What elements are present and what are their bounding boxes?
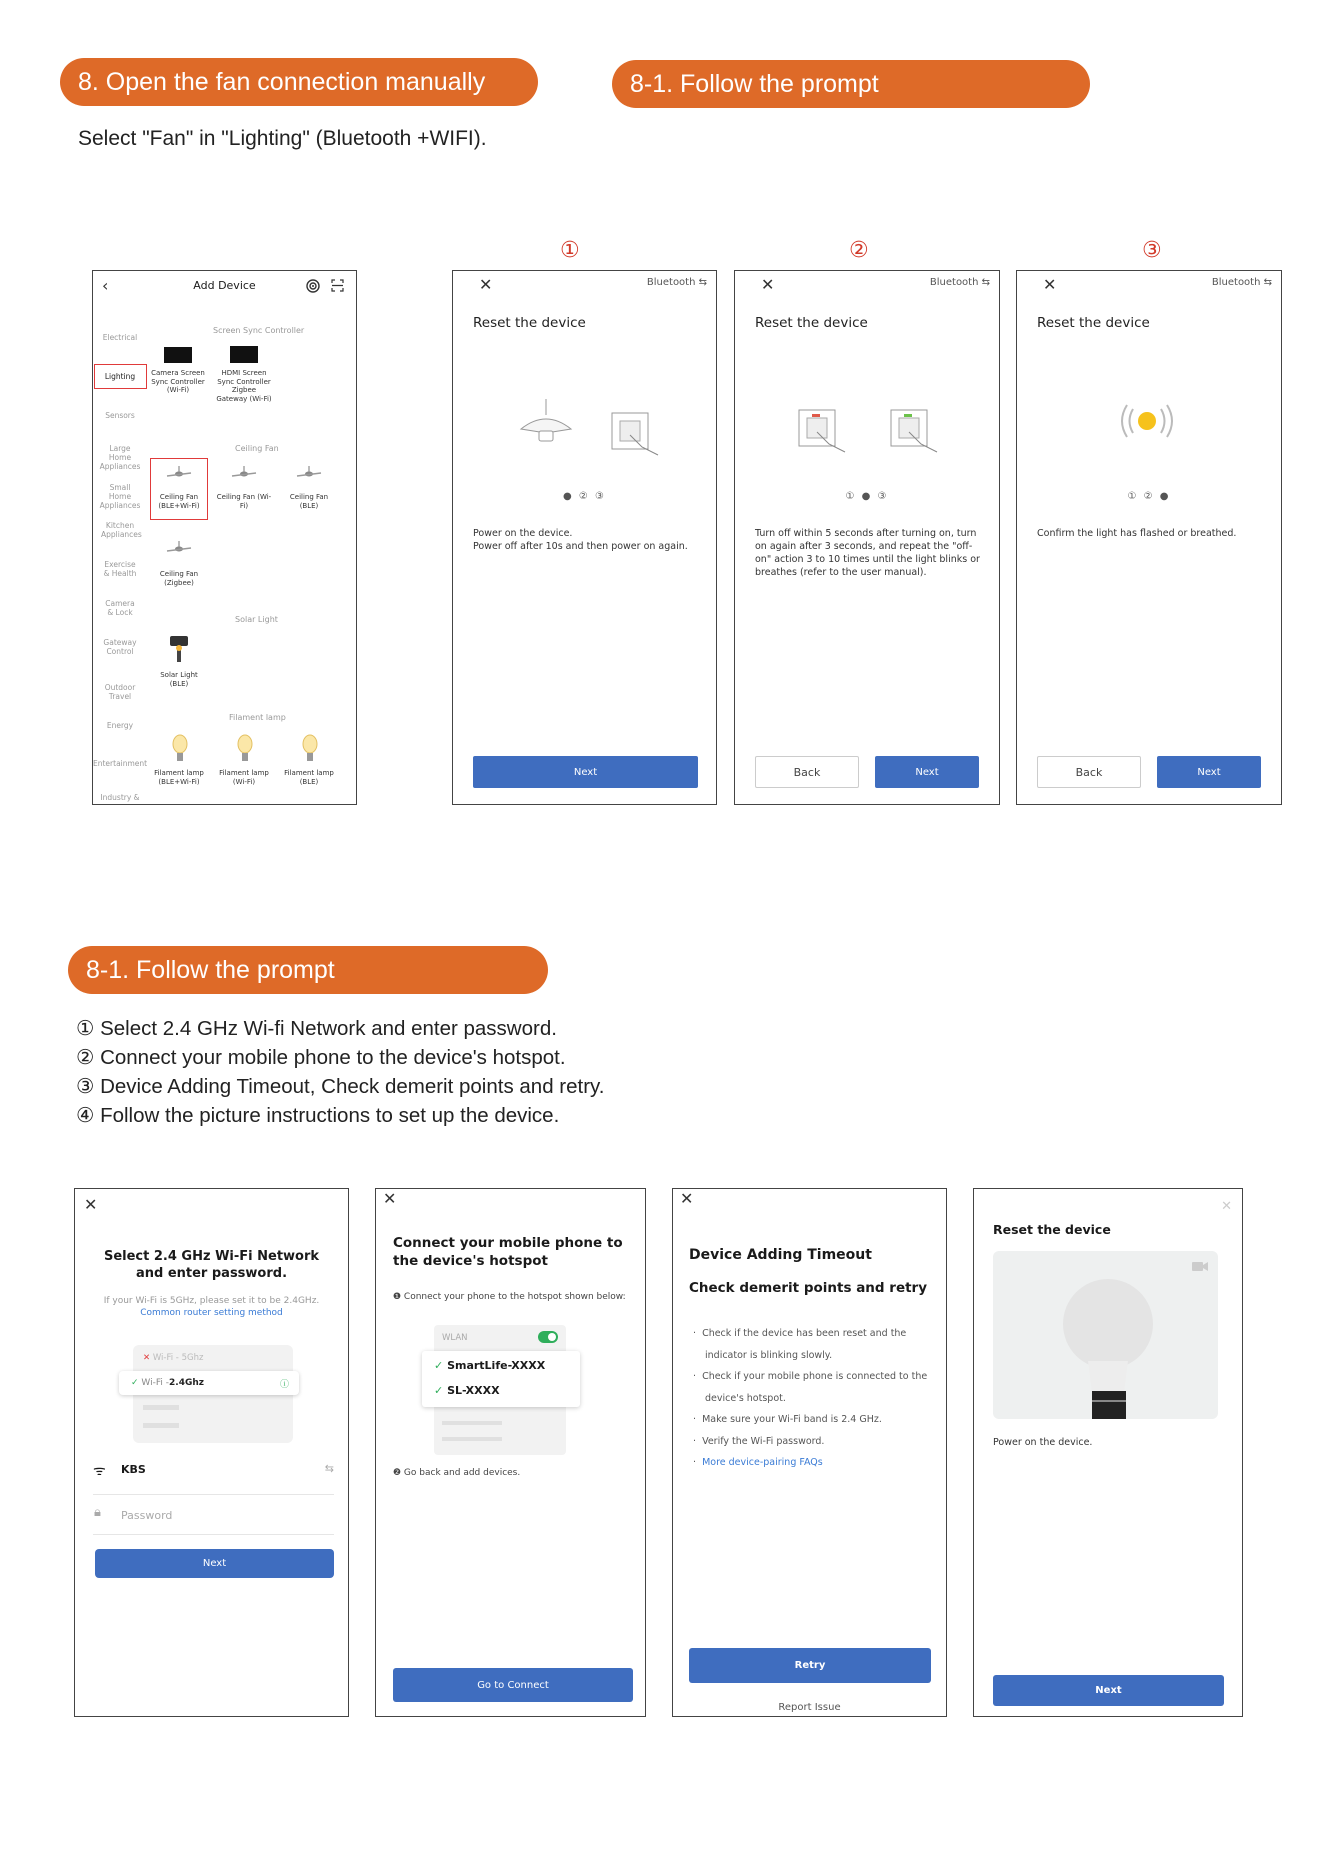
device-hdmi-sync[interactable]: HDMI Screen Sync Controller Zigbee Gateway (Wi-Fi)	[216, 369, 272, 403]
step-item: ④ Follow the picture instructions to set up the device.	[76, 1104, 560, 1127]
category-large-home-appliances[interactable]: Large Home Appliances	[99, 444, 141, 471]
sync-controller-icon	[230, 346, 258, 363]
step-item: ② Connect your mobile phone to the device's hotspot.	[76, 1046, 566, 1069]
reset-instructions: Turn off within 5 seconds after turning on, turn on again after 3 seconds, and repeat the "off-on" action 3 to 10 times until the light blinks or breathes (refer to the user manual).	[755, 528, 980, 578]
category-outdoor-travel[interactable]: Outdoor Travel	[104, 683, 136, 701]
filament-lamp-icon	[301, 734, 319, 762]
password-field[interactable]: Password	[121, 1509, 173, 1522]
placeholder-row	[442, 1437, 502, 1441]
step-item: ③ Device Adding Timeout, Check demerit points and retry.	[76, 1075, 605, 1098]
next-button[interactable]: Next	[875, 756, 979, 788]
step-dots: ① ② ●	[1127, 491, 1171, 502]
category-camera-lock[interactable]: Camera & Lock	[105, 599, 135, 617]
step-marker-2: ②	[849, 238, 869, 263]
back-chevron-icon[interactable]: ‹	[102, 276, 109, 295]
steps-list	[76, 1014, 604, 1130]
ceiling-fan-icon	[230, 466, 258, 480]
wifi-placeholder-row	[143, 1405, 179, 1410]
light-bulb-icon	[1058, 1269, 1158, 1419]
switch-network-icon[interactable]: ⇆	[324, 1462, 334, 1475]
wifi-hint-text: If your Wi-Fi is 5GHz, please set it to be 2.4GHz.	[103, 1296, 320, 1306]
device-fan-ble[interactable]: Ceiling Fan (BLE)	[289, 493, 329, 510]
step-marker-1: ①	[560, 238, 580, 263]
router-setting-link[interactable]: Common router setting method	[140, 1308, 283, 1318]
step-item: ① Select 2.4 GHz Wi-fi Network and enter password.	[76, 1017, 557, 1040]
scan-target-icon[interactable]	[306, 279, 320, 293]
ceiling-fan-icon	[165, 466, 193, 480]
hotspot-step-1: ❶ Connect your phone to the hotspot shown below:	[393, 1292, 626, 1302]
divider	[93, 1494, 334, 1495]
hotspot-step-2: ❷ Go back and add devices.	[393, 1468, 521, 1478]
wifi-good-band: 2.4Ghz	[169, 1378, 204, 1388]
timeout-title: Device Adding Timeout	[689, 1247, 872, 1263]
section-solar-light: Solar Light	[235, 615, 278, 624]
add-device-screen	[92, 270, 357, 805]
device-fan-ble-wifi[interactable]: Ceiling Fan (BLE+Wi-Fi)	[158, 493, 200, 510]
close-icon[interactable]: ✕	[1221, 1199, 1232, 1214]
solar-light-icon	[167, 634, 191, 664]
category-small-home-appliances[interactable]: Small Home Appliances	[99, 483, 141, 510]
section-screen-sync: Screen Sync Controller	[213, 326, 305, 335]
close-icon[interactable]: ✕	[479, 275, 493, 294]
check-item-text: Verify the Wi-Fi password.	[702, 1435, 825, 1447]
ssid-value: KBS	[121, 1463, 146, 1476]
faq-item: · More device-pairing FAQs	[693, 1457, 823, 1468]
wifi-select-screen	[74, 1188, 349, 1717]
wifi-signal-icon: ⓘ	[279, 1379, 289, 1390]
header-text: 8-1. Follow the prompt	[86, 955, 335, 984]
wifi-hint	[85, 1295, 338, 1319]
device-lamp-ble[interactable]: Filament lamp (BLE)	[284, 769, 334, 786]
pendant-lamp-icon	[513, 399, 579, 449]
category-kitchen-appliances[interactable]: Kitchen Appliances	[101, 521, 142, 539]
filament-lamp-icon	[236, 734, 254, 762]
wlan-illustration	[434, 1325, 566, 1455]
ceiling-fan-icon	[165, 541, 193, 555]
wifi-24ghz-row: ✓ Wi-Fi - 2.4Ghz ⓘ	[119, 1371, 299, 1395]
divider	[93, 1534, 334, 1535]
power-on-screen	[973, 1188, 1243, 1717]
close-icon[interactable]: ✕	[680, 1189, 694, 1208]
video-camera-icon	[1192, 1261, 1208, 1272]
report-issue-link[interactable]: Report Issue	[778, 1702, 841, 1713]
category-energy[interactable]: Energy	[106, 721, 134, 730]
step-dots: ① ● ③	[845, 491, 889, 502]
sync-controller-icon	[164, 347, 192, 363]
retry-button[interactable]: Retry	[689, 1648, 931, 1683]
intro-text: Select "Fan" in "Lighting" (Bluetooth +WIFI).	[78, 127, 487, 150]
switch-off-icon	[795, 406, 855, 458]
network-popup	[422, 1351, 580, 1407]
reset-screen-1	[452, 270, 717, 805]
category-sensors[interactable]: Sensors	[105, 411, 135, 420]
wifi-icon: ᯤ	[93, 1463, 106, 1479]
device-lamp-wifi[interactable]: Filament lamp (Wi-Fi)	[219, 769, 269, 786]
next-button[interactable]: Next	[95, 1549, 334, 1578]
close-icon[interactable]: ✕	[1043, 275, 1057, 294]
placeholder-row	[442, 1421, 502, 1425]
section-header-follow-prompt	[612, 60, 1090, 108]
section-ceiling-fan: Ceiling Fan	[235, 444, 279, 453]
blinking-light-icon	[1117, 401, 1177, 441]
category-industry[interactable]: Industry &	[100, 793, 140, 802]
reset-screen-2	[734, 270, 1000, 805]
next-button[interactable]: Next	[473, 756, 698, 788]
wifi-5ghz-row: ✕ Wi-Fi - 5Ghz	[143, 1353, 204, 1363]
bluetooth-label: Bluetooth ⇆	[646, 277, 707, 288]
go-to-connect-button[interactable]: Go to Connect	[393, 1668, 633, 1702]
timeout-subtitle: Check demerit points and retry	[689, 1280, 928, 1296]
device-solar-ble[interactable]: Solar Light (BLE)	[160, 671, 198, 688]
reset-screen-3	[1016, 270, 1282, 805]
close-icon[interactable]: ✕	[761, 275, 775, 294]
device-camera-sync[interactable]: Camera Screen Sync Controller (Wi-Fi)	[151, 369, 205, 394]
reset-title: Reset the device	[993, 1222, 1111, 1237]
back-button[interactable]: Back	[755, 756, 859, 788]
wifi-list-illustration	[133, 1345, 293, 1443]
network-item-sl[interactable]: ✓ SL-XXXX	[434, 1384, 500, 1397]
category-entertainment[interactable]: Entertainment	[93, 759, 148, 768]
category-exercise-health[interactable]: Exercise & Health	[103, 560, 137, 578]
faq-link[interactable]: More device-pairing FAQs	[702, 1457, 823, 1468]
qr-scan-icon[interactable]	[331, 279, 344, 292]
section-filament-lamp: Filament lamp	[229, 713, 286, 722]
check-item: · Make sure your Wi-Fi band is 2.4 GHz.	[693, 1414, 882, 1425]
lock-icon: 🔒︎	[94, 1505, 101, 1520]
wifi-placeholder-row	[143, 1423, 179, 1428]
bluetooth-label: Bluetooth ⇆	[1211, 277, 1272, 288]
wifi-good-prefix: Wi-Fi -	[141, 1378, 170, 1388]
reset-instructions: Power on the device. Power off after 10s and then power on again.	[473, 528, 688, 552]
wifi-title: Select 2.4 GHz Wi-Fi Network and enter password.	[103, 1249, 320, 1281]
device-fan-zigbee[interactable]: Ceiling Fan (Zigbee)	[159, 570, 199, 587]
reset-title: Reset the device	[1037, 315, 1150, 331]
network-item-smartlife[interactable]: ✓ SmartLife-XXXX	[434, 1359, 546, 1372]
close-icon[interactable]: ✕	[84, 1195, 98, 1214]
device-lamp-ble-wifi[interactable]: Filament lamp (BLE+Wi-Fi)	[154, 769, 204, 786]
timeout-screen	[672, 1188, 947, 1717]
screen-title: Add Device	[193, 279, 256, 292]
back-button[interactable]: Back	[1037, 756, 1141, 788]
check-item-text: Check if your mobile phone is connected to the device's hotspot.	[702, 1371, 928, 1404]
hotspot-title: Connect your mobile phone to the device's hotspot	[393, 1235, 623, 1269]
check-item-text: Make sure your Wi-Fi band is 2.4 GHz.	[702, 1414, 882, 1425]
check-item: · Verify the Wi-Fi password.	[693, 1435, 825, 1447]
close-icon[interactable]: ✕	[383, 1189, 397, 1208]
section-header-open-fan	[60, 58, 538, 106]
wlan-toggle	[538, 1331, 558, 1343]
section-header-follow-prompt-2	[68, 946, 548, 994]
next-button[interactable]: Next	[1157, 756, 1261, 788]
switch-press-icon	[608, 409, 668, 461]
switch-on-icon	[887, 406, 947, 458]
ceiling-fan-icon	[295, 466, 323, 480]
device-fan-wifi[interactable]: Ceiling Fan (Wi-Fi)	[216, 493, 272, 510]
hotspot-screen	[375, 1188, 646, 1717]
wlan-label: WLAN	[442, 1333, 468, 1343]
step-marker-3: ③	[1142, 238, 1162, 263]
bulb-video[interactable]	[993, 1251, 1218, 1419]
category-gateway-control[interactable]: Gateway Control	[103, 638, 137, 656]
reset-title: Reset the device	[473, 315, 586, 331]
network-name: SmartLife-XXXX	[447, 1359, 546, 1372]
filament-lamp-icon	[171, 734, 189, 762]
header-text: 8. Open the fan connection manually	[78, 67, 486, 96]
check-item: · Check if the device has been reset and the indicator is blinking slowly.	[693, 1328, 907, 1361]
step-dots: ● ② ③	[562, 491, 606, 502]
reset-title: Reset the device	[755, 315, 868, 331]
network-name: SL-XXXX	[447, 1384, 500, 1397]
header-text: 8-1. Follow the prompt	[630, 69, 879, 98]
next-button[interactable]: Next	[993, 1675, 1224, 1706]
bluetooth-label: Bluetooth ⇆	[929, 277, 990, 288]
checklist	[693, 1323, 934, 1474]
check-item-text: Check if the device has been reset and the indicator is blinking slowly.	[702, 1328, 907, 1361]
category-electrical[interactable]: Electrical	[102, 333, 138, 342]
wifi-5ghz-label: Wi-Fi - 5Ghz	[152, 1353, 204, 1363]
reset-instructions: Confirm the light has flashed or breathed.	[1037, 528, 1237, 539]
category-lighting[interactable]: Lighting	[104, 372, 136, 381]
check-item: · Check if your mobile phone is connected to the device's hotspot.	[693, 1371, 928, 1404]
power-on-text: Power on the device.	[993, 1437, 1093, 1448]
